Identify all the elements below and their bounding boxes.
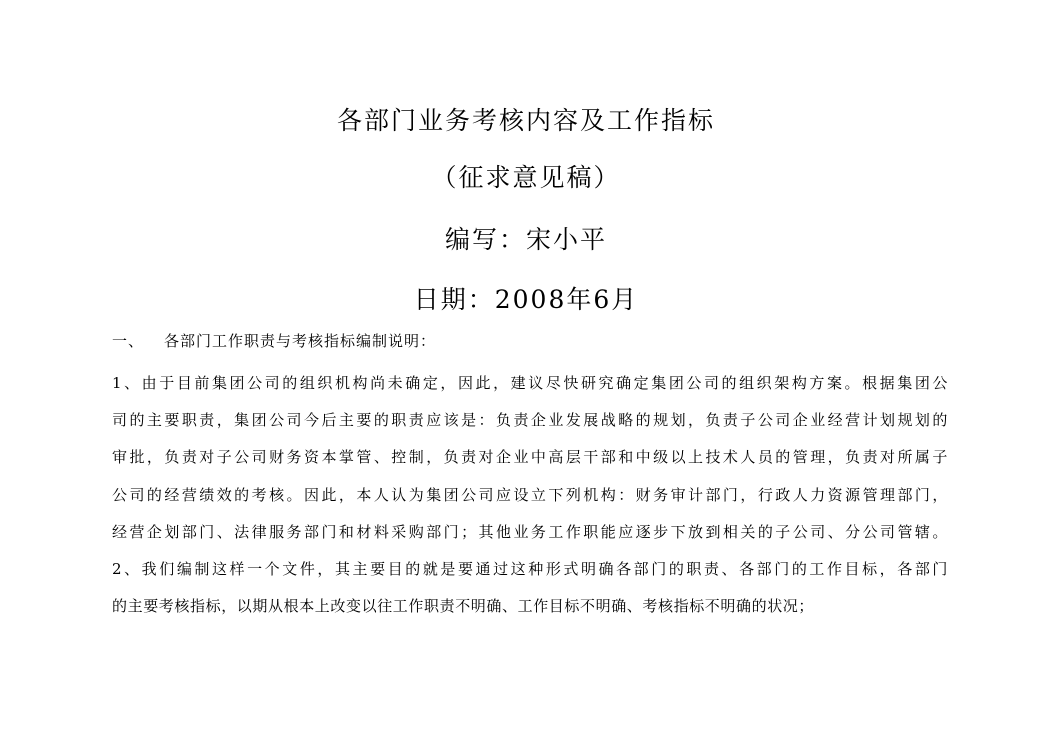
document-subtitle: （征求意见稿）	[431, 163, 621, 192]
paragraph-line: 的主要考核指标，以期从根本上改变以往工作职责不明确、工作目标不明确、考核指标不明确的状况；	[112, 597, 815, 615]
section-heading-text: 各部门工作职责与考核指标编制说明：	[164, 332, 437, 350]
paragraph-line: 2、我们编制这样一个文件，其主要目的就是要通过这种形式明确各部门的职责、各部门的工作目标，各部门	[112, 560, 948, 578]
paragraph-line: 审批，负责对子公司财务资本掌管、控制，负责对企业中高层干部和中级以上技术人员的管理，负责对所属子	[112, 448, 948, 466]
paragraph-line: 1、由于目前集团公司的组织机构尚未确定，因此，建议尽快研究确定集团公司的组织架构方案。根据集团公	[112, 374, 948, 392]
paragraph-line: 司的主要职责，集团公司今后主要的职责应该是：负责企业发展战略的规划，负责子公司企业经营计划规划的	[112, 411, 948, 429]
section-number: 一、	[112, 332, 145, 350]
date-line: 日期：2008年6月	[413, 285, 639, 314]
document-title: 各部门业务考核内容及工作指标	[336, 106, 715, 135]
paragraph-line: 公司的经营绩效的考核。因此，本人认为集团公司应设立下列机构：财务审计部门，行政人力资源管理部门，	[112, 486, 948, 504]
paragraph-line: 经营企划部门、法律服务部门和材料采购部门；其他业务工作职能应逐步下放到相关的子公司、分公司管辖。	[112, 523, 948, 541]
section-heading	[112, 330, 436, 351]
author-line: 编写：宋小平	[444, 225, 607, 254]
